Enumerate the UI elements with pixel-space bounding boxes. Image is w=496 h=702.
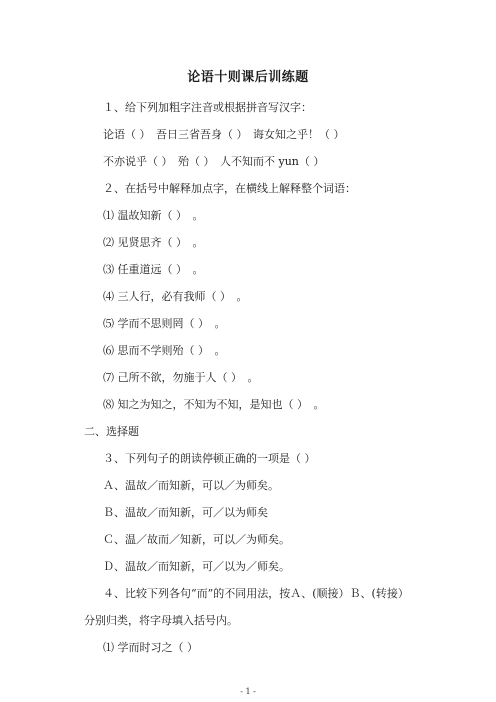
question-3-heading: ３、下列句子的朗读停顿正确的一项是（ ）: [103, 452, 316, 465]
question-4-heading: ４、比较下列各句“而”的不同用法，按Ａ、(顺接）Ｂ、(转接）: [103, 587, 409, 600]
question-4-item-1: ⑴ 学而时习之（ ）: [103, 641, 198, 654]
question-3-option-c: Ｃ、温／故而／知新，可以／为师矣。: [103, 533, 290, 546]
question-2-item-5: ⑸ 学而不思则罔（ ） 。: [103, 317, 226, 330]
question-3-option-b: Ｂ、温故／而知新，可／以为师矣: [103, 506, 268, 519]
question-2-item-1: ⑴ 温故知新（ ） 。: [103, 209, 204, 222]
question-2-item-4: ⑷ 三人行，必有我师（ ） 。: [103, 290, 248, 303]
question-1-row-1: 论语（ ） 吾日三省吾身（ ） 诲女知之乎！（ ）: [103, 128, 345, 141]
question-3-option-d: Ｄ、温故／而知新，可／以为／师矣。: [103, 560, 290, 573]
section-2-heading: 二、选择题: [84, 425, 139, 438]
document-title: 论语十则课后训练题: [187, 70, 309, 85]
question-1-row-2: 不亦说乎（ ） 殆（ ） 人不知而不 yun（ ）: [103, 155, 325, 168]
page-number: - 1 -: [240, 687, 256, 696]
question-2-item-3: ⑶ 任重道远（ ） 。: [103, 263, 204, 276]
question-3-option-a: Ａ、温故／而知新，可以／为师矣。: [103, 479, 279, 492]
question-1-heading: １、给下列加粗字注音或根据拼音写汉字：: [103, 101, 312, 114]
question-2-item-7: ⑺ 己所不欲，勿施于人（ ） 。: [103, 371, 259, 384]
question-2-item-6: ⑹ 思而不学则殆（ ） 。: [103, 344, 226, 357]
question-2-item-8: ⑻ 知之为知之，不知为不知，是知也（ ） 。: [103, 398, 325, 411]
question-2-heading: ２、在括号中解释加点字，在横线上解释整个词语：: [103, 182, 356, 195]
question-2-item-2: ⑵ 见贤思齐（ ） 。: [103, 236, 204, 249]
question-4-heading-cont: 分别归类，将字母填入括号内。: [84, 614, 238, 627]
